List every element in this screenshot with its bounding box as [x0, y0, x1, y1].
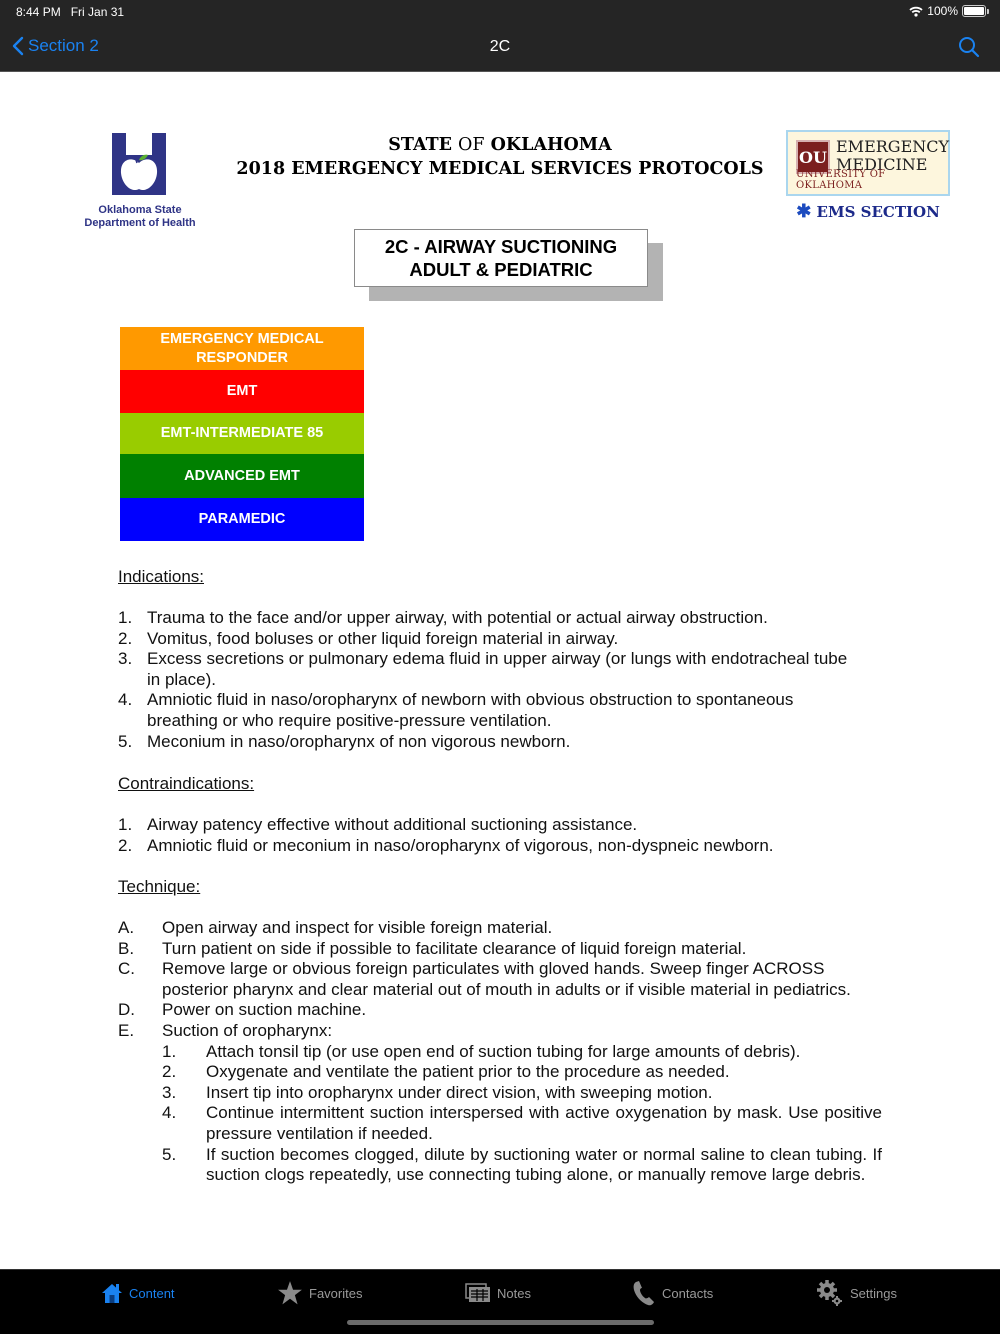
technique-heading: Technique:: [118, 877, 201, 896]
item-number: 3.: [118, 649, 133, 669]
list-item: [118, 649, 858, 690]
level-advanced-emt: ADVANCED EMT: [120, 454, 364, 498]
ems-section-label: [786, 201, 950, 222]
indications-heading: Indications:: [118, 567, 204, 586]
ou-emergency-medicine-logo: [786, 130, 950, 222]
item-text: Turn patient on side if possible to facilitate clearance of liquid foreign material.: [162, 938, 747, 958]
protocol-title-line2: ADULT & PEDIATRIC: [409, 259, 593, 280]
level-paramedic: PARAMEDIC: [120, 498, 364, 541]
ou-line1: EMERGENCY: [836, 137, 950, 156]
tab-label: Settings: [850, 1285, 897, 1301]
level-emt: EMT: [120, 370, 364, 413]
list-item: [162, 1042, 888, 1063]
star-icon: [277, 1280, 303, 1306]
home-indicator[interactable]: [347, 1320, 654, 1325]
item-number: 2.: [162, 1062, 177, 1082]
list-item: [162, 1145, 888, 1186]
status-time: [16, 5, 124, 19]
osdh-line1: Oklahoma State: [98, 204, 182, 216]
item-letter: A.: [118, 918, 135, 937]
star-of-life-icon: ✱: [796, 201, 812, 222]
battery-fill: [964, 7, 984, 15]
osdh-line2: Department of Health: [84, 217, 196, 229]
tab-label: Content: [129, 1285, 175, 1301]
status-time-text: 8:44 PM: [16, 5, 61, 19]
item-letter: D.: [118, 1000, 135, 1020]
ou-line2: MEDICINE: [836, 155, 928, 174]
heading-state: STATE: [388, 135, 452, 155]
ems-section-text: EMS SECTION: [816, 203, 940, 221]
list-item: [118, 629, 858, 650]
item-text: Amniotic fluid or meconium in naso/oropharynx of vigorous, non-dyspneic newborn.: [147, 835, 774, 855]
tab-content[interactable]: [101, 1278, 175, 1308]
item-number: 1.: [118, 608, 133, 627]
contraindications-heading: Contraindications:: [118, 774, 255, 793]
list-item: [162, 1103, 888, 1144]
tab-label: Notes: [497, 1285, 531, 1301]
protocol-title-line1: 2C - AIRWAY SUCTIONING: [384, 236, 618, 257]
item-text: Continue intermittent suction interspersed with active oxygenation by mask. Use positive pressure ventilation if needed.: [206, 1103, 882, 1143]
protocol-document[interactable]: [0, 73, 1000, 1269]
ou-logo-box: [786, 130, 950, 196]
osdh-logo: [78, 133, 202, 230]
notes-icon: [465, 1283, 491, 1303]
item-text: Remove large or obvious foreign particulates with gloved hands. Sweep finger ACROSS posterior pharynx and clear material out of mouth in adults or if visible material in pediatrics.: [162, 959, 851, 999]
list-item: [162, 1083, 888, 1104]
item-text: Attach tonsil tip (or use open end of suction tubing for large amounts of debris).: [206, 1041, 801, 1061]
tab-label: Contacts: [662, 1285, 714, 1301]
list-item: [118, 959, 888, 1000]
indications-list: [118, 608, 858, 752]
tab-bar: [0, 1269, 1000, 1334]
item-text: Vomitus, food boluses or other liquid foreign material in airway.: [147, 628, 619, 648]
battery-icon: [962, 5, 986, 17]
item-number: 5.: [162, 1144, 177, 1164]
tab-favorites[interactable]: [277, 1278, 362, 1308]
heading-of: OF: [458, 135, 485, 155]
item-text: Insert tip into oropharynx under direct vision, with sweeping motion.: [206, 1082, 713, 1102]
heading-line2: 2018 EMERGENCY MEDICAL SERVICES PROTOCOLS: [236, 159, 764, 179]
home-icon: [101, 1282, 123, 1304]
item-number: 3.: [162, 1082, 177, 1102]
status-date-text: Fri Jan 31: [70, 5, 125, 19]
list-item: [162, 1062, 888, 1083]
item-number: 2.: [118, 835, 133, 855]
nav-title: 2C: [489, 38, 511, 55]
heading-oklahoma: OKLAHOMA: [490, 135, 612, 155]
back-label: Section 2: [28, 36, 99, 55]
item-number: 1.: [162, 1041, 177, 1061]
protocol-title-box: [354, 229, 664, 301]
item-text: Trauma to the face and/or upper airway, with potential or actual airway obstruction.: [147, 608, 768, 627]
list-item: [118, 918, 888, 939]
list-item: [118, 1021, 888, 1042]
item-text: Open airway and inspect for visible foreign material.: [162, 918, 553, 937]
search-button[interactable]: [958, 36, 980, 63]
item-text: Oxygenate and ventilate the patient prior to the procedure as needed.: [206, 1062, 730, 1082]
list-item: [118, 815, 858, 836]
list-item: [118, 690, 858, 731]
item-text: Airway patency effective without additional suctioning assistance.: [147, 815, 638, 834]
ou-emblem-icon: OU: [796, 140, 830, 174]
item-text: Amniotic fluid in naso/oropharynx of newborn with obvious obstruction to spontaneous breathing or who require positive-pressure ventilation.: [147, 690, 794, 730]
document-heading: [200, 133, 800, 181]
item-letter: B.: [118, 938, 135, 958]
search-icon: [958, 36, 980, 58]
top-bar: [0, 0, 1000, 72]
tab-settings[interactable]: [816, 1278, 897, 1308]
item-text: If suction becomes clogged, dilute by suctioning water or normal saline to clean tubing. If suction clogs repeatedly, use connecting tubing alone, or manually remove large debris.: [206, 1144, 882, 1185]
item-text: Power on suction machine.: [162, 1000, 367, 1020]
level-emr: EMERGENCY MEDICAL RESPONDER: [120, 327, 364, 370]
item-number: 1.: [118, 815, 133, 834]
item-text: Meconium in naso/oropharynx of non vigorous newborn.: [147, 731, 571, 751]
level-emt-intermediate: EMT-INTERMEDIATE 85: [120, 413, 364, 454]
item-number: 4.: [118, 690, 133, 710]
item-number: 4.: [162, 1103, 177, 1123]
technique-list: [118, 918, 888, 1186]
heading-line1: [200, 133, 800, 157]
item-letter: C.: [118, 959, 135, 979]
contraindications-list: [118, 815, 858, 856]
protocol-title: [354, 229, 648, 287]
list-item: [118, 836, 858, 857]
phone-icon: [632, 1280, 656, 1306]
status-indicators: [909, 4, 986, 18]
gear-icon: [816, 1279, 844, 1307]
ou-university: UNIVERSITY OF OKLAHOMA: [796, 169, 886, 191]
item-number: 2.: [118, 628, 133, 648]
tab-contacts[interactable]: [632, 1278, 713, 1308]
item-text: Suction of oropharynx:: [162, 1020, 333, 1040]
list-item: [118, 1000, 888, 1021]
item-number: 5.: [118, 731, 133, 751]
list-item: [118, 608, 858, 629]
list-item: [118, 939, 888, 960]
suction-steps-list: [162, 1042, 888, 1186]
tab-label: Favorites: [309, 1285, 363, 1301]
item-letter: E.: [118, 1020, 135, 1040]
list-item: [118, 732, 858, 753]
item-text: Excess secretions or pulmonary edema fluid in upper airway (or lungs with endotracheal tube in place).: [147, 649, 848, 689]
battery-percent: 100%: [927, 4, 958, 18]
wifi-icon: [909, 6, 923, 17]
provider-levels: [120, 327, 364, 541]
osdh-name: [78, 204, 202, 230]
osdh-h-apple-icon: [112, 133, 166, 195]
tab-notes[interactable]: [465, 1278, 531, 1308]
